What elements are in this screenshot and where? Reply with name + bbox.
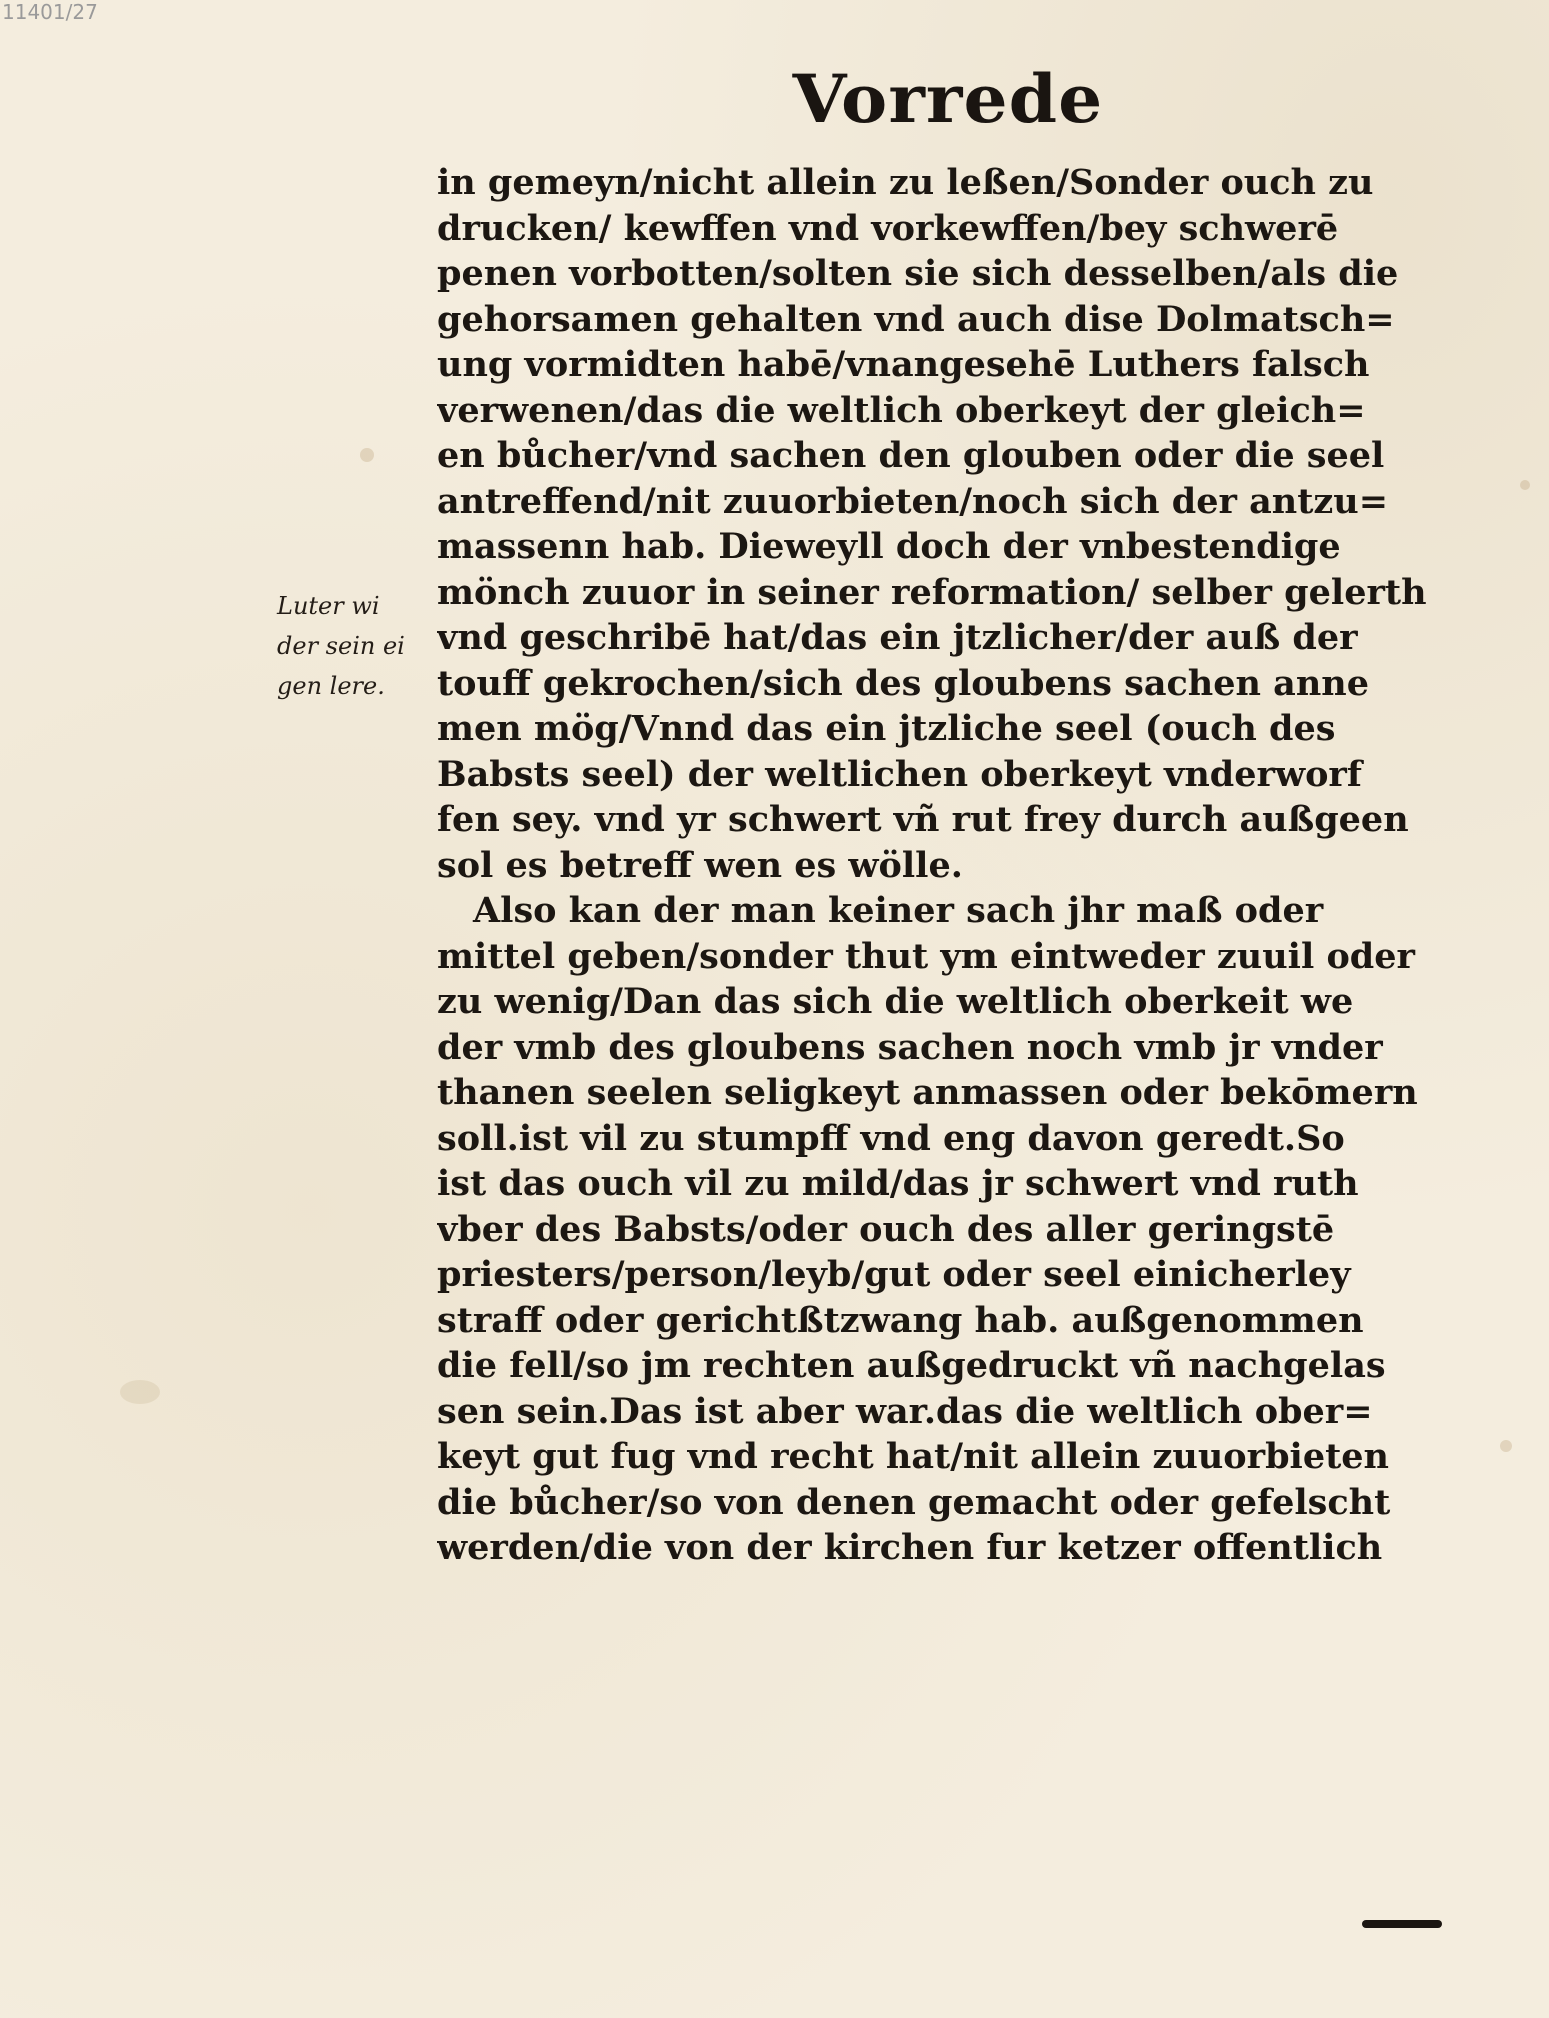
- shelfmark: 11401/27: [2, 0, 98, 24]
- text-line: sol es betreff wen es wölle.: [437, 844, 963, 886]
- text-line: priesters/person/leyb/gut oder seel einicherley: [437, 1254, 1351, 1295]
- text-line: touff gekrochen/sich des gloubens sachen anne: [437, 662, 1369, 704]
- text-line: die fell/so jm rechten außgedruckt vñ nachgelas: [437, 1345, 1386, 1386]
- text-line: antreffend/nit zuuorbieten/noch sich der antzu=: [437, 480, 1389, 522]
- text-line: massenn hab. Dieweyll doch der vnbestendige: [437, 526, 1341, 567]
- text-line: straff oder gerichtßtzwang hab. außgenommen: [437, 1299, 1364, 1341]
- text-line: keyt gut fug vnd recht hat/nit allein zuuorbieten: [437, 1436, 1390, 1477]
- text-line: die bůcher/so von denen gemacht oder gefelscht: [437, 1481, 1391, 1523]
- body-text: [437, 160, 1437, 1571]
- marginal-note: [277, 586, 437, 706]
- text-line: werden/die von der kirchen fur ketzer offentlich: [437, 1527, 1383, 1568]
- text-line: men mög/Vnnd das ein jtzliche seel (ouch des: [437, 708, 1336, 749]
- text-line: thanen seelen seligkeyt anmassen oder bekōmern: [437, 1072, 1418, 1113]
- text-line: der vmb des gloubens sachen noch vmb jr vnder: [437, 1026, 1383, 1068]
- foxing-stain: [1520, 480, 1530, 490]
- text-line: vnd geschribē hat/das ein jtzlicher/der auß der: [437, 617, 1358, 658]
- foxing-stain: [360, 448, 374, 462]
- text-line: zu wenig/Dan das sich die weltlich oberkeit we: [437, 981, 1354, 1022]
- text-line: penen vorbotten/solten sie sich desselben/als die: [437, 253, 1399, 294]
- text-line: sen sein.Das ist aber war.das die weltlich ober=: [437, 1390, 1373, 1432]
- text-line: fen sey. vnd yr schwert vñ rut frey durch außgeen: [437, 799, 1409, 840]
- text-line: gehorsamen gehalten vnd auch dise Dolmatsch=: [437, 298, 1395, 340]
- text-line: soll.ist vil zu stumpff vnd eng davon geredt.So: [437, 1117, 1345, 1159]
- foxing-stain: [1500, 1440, 1512, 1452]
- text-line: vber des Babsts/oder ouch des aller geringstē: [437, 1208, 1335, 1250]
- text-line: verwenen/das die weltlich oberkeyt der gleich=: [437, 389, 1366, 431]
- text-line: drucken/ kewffen vnd vorkewffen/bey schwerē: [437, 207, 1339, 249]
- text-line: en bůcher/vnd sachen den glouben oder die seel: [437, 435, 1385, 476]
- text-line: Babsts seel) der weltlichen oberkeyt vnderworf: [437, 753, 1362, 795]
- marginal-note-line: gen lere.: [277, 672, 385, 700]
- catchword-mark: [1362, 1920, 1442, 1928]
- running-head: Vorrede: [792, 60, 1104, 138]
- text-line: mittel geben/sonder thut ym eintweder zuuil oder: [437, 935, 1415, 977]
- text-line: mönch zuuor in seiner reformation/ selber gelerth: [437, 571, 1427, 613]
- foxing-stain: [120, 1380, 160, 1404]
- marginal-note-line: Luter wi: [277, 592, 380, 620]
- text-line: ung vormidten habē/vnangesehē Luthers falsch: [437, 344, 1370, 385]
- marginal-note-line: der sein ei: [277, 632, 405, 660]
- text-line: ist das ouch vil zu mild/das jr schwert vnd ruth: [437, 1163, 1359, 1204]
- text-line: in gemeyn/nicht allein zu leßen/Sonder ouch zu: [437, 162, 1374, 203]
- text-line: Also kan der man keiner sach jhr maß oder: [473, 890, 1324, 931]
